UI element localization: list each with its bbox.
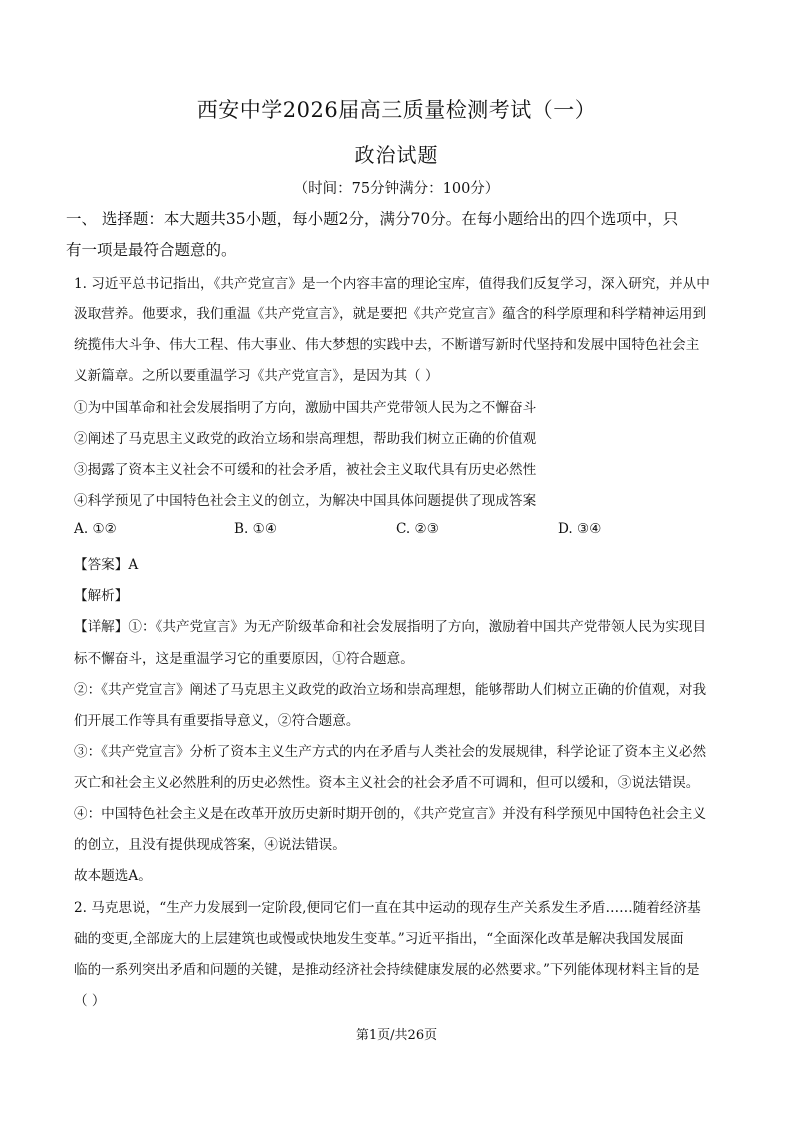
question-stem-line: 临的一系列突出矛盾和问题的关键，是推动经济社会持续健康发展的必然要求。”下列能体现材料主旨的是 xyxy=(74,962,700,978)
question-stem-line: 汲取营养。他要求，我们重温《共产党宣言》，就是要把《共产党宣言》蕴含的科学原理和科学精神运用到 xyxy=(74,306,707,322)
option-a: A. ①② xyxy=(74,521,117,537)
question-stem-line: 统揽伟大斗争、伟大工程、伟大事业、伟大梦想的实践中去，不断谱写新时代坚持和发展中国特色社会主 xyxy=(74,337,700,353)
section-instructions: 有一项是最符合题意的。 xyxy=(66,241,237,259)
option-b: B. ①④ xyxy=(234,521,278,537)
explanation-line: 标不懈奋斗，这是重温学习它的重要原因，①符合题意。 xyxy=(74,651,414,667)
explanation-line: 的创立，且没有提供现成答案，④说法错误。 xyxy=(74,837,346,853)
statement-4: ④科学预见了中国特色社会主义的创立，为解决中国具体问题提供了现成答案 xyxy=(74,493,537,509)
statement-3: ③揭露了资本主义社会不可缓和的社会矛盾，被社会主义取代具有历史必然性 xyxy=(74,462,537,478)
question-stem-line: 2. 马克思说，“生产力发展到一定阶段,便同它们一直在其中运动的现存生产关系发生矛盾……随着经济基 xyxy=(74,900,701,916)
explanation-line: ②：《共产党宣言》阐述了马克思主义政党的政治立场和崇高理想，能够帮助人们树立正确的价值观，对我 xyxy=(74,682,707,698)
explanation-line: 们开展工作等具有重要指导意义，②符合题意。 xyxy=(74,713,360,729)
conclusion-line: 故本题选A。 xyxy=(74,868,152,884)
page-title: 西安中学2026届高三质量检测考试（一） xyxy=(196,98,597,122)
answer-label: 【答案】A xyxy=(74,557,139,573)
subject-title: 政治试题 xyxy=(354,143,439,167)
question-stem-line: 础的变更,全部庞大的上层建筑也或慢或快地发生变革。”习近平指出，“全面深化改革是解决我国发展面 xyxy=(74,931,684,947)
question-stem-line: 义新篇章。之所以要重温学习《共产党宣言》，是因为其（ ） xyxy=(74,368,439,384)
option-d: D. ③④ xyxy=(558,521,602,537)
option-c: C. ②③ xyxy=(396,521,439,537)
statement-1: ①为中国革命和社会发展指明了方向，激励中国共产党带领人民为之不懈奋斗 xyxy=(74,400,537,416)
question-stem-line: 1. 习近平总书记指出，《共产党宣言》是一个内容丰富的理论宝库，值得我们反复学习，深入研究，并从中 xyxy=(74,276,710,292)
analysis-label: 【解析】 xyxy=(74,588,129,604)
question-stem-line: （ ） xyxy=(74,993,106,1009)
explanation-line: ④：中国特色社会主义是在改革开放历史新时期开创的，《共产党宣言》并没有科学预见中国特色社会主义 xyxy=(74,806,707,822)
explanation-line: 【详解】①：《共产党宣言》为无产阶级革命和社会发展指明了方向，激励着中国共产党带领人民为实现目 xyxy=(74,619,707,635)
page-number: 第1页/共26页 xyxy=(355,1028,438,1043)
explanation-line: 灭亡和社会主义必然胜利的历史必然性。资本主义社会的社会矛盾不可调和，但可以缓和，③说法错误。 xyxy=(74,775,700,791)
section-instructions: 一、 选择题：本大题共35小题，每小题2分，满分70分。在每小题给出的四个选项中，只 xyxy=(66,210,679,228)
explanation-line: ③：《共产党宣言》分析了资本主义生产方式的内在矛盾与人类社会的发展规律，科学论证了资本主义必然 xyxy=(74,744,707,760)
statement-2: ②阐述了马克思主义政党的政治立场和崇高理想，帮助我们树立正确的价值观 xyxy=(74,431,537,447)
exam-time-note: （时间：75分钟满分：100分） xyxy=(293,181,500,197)
